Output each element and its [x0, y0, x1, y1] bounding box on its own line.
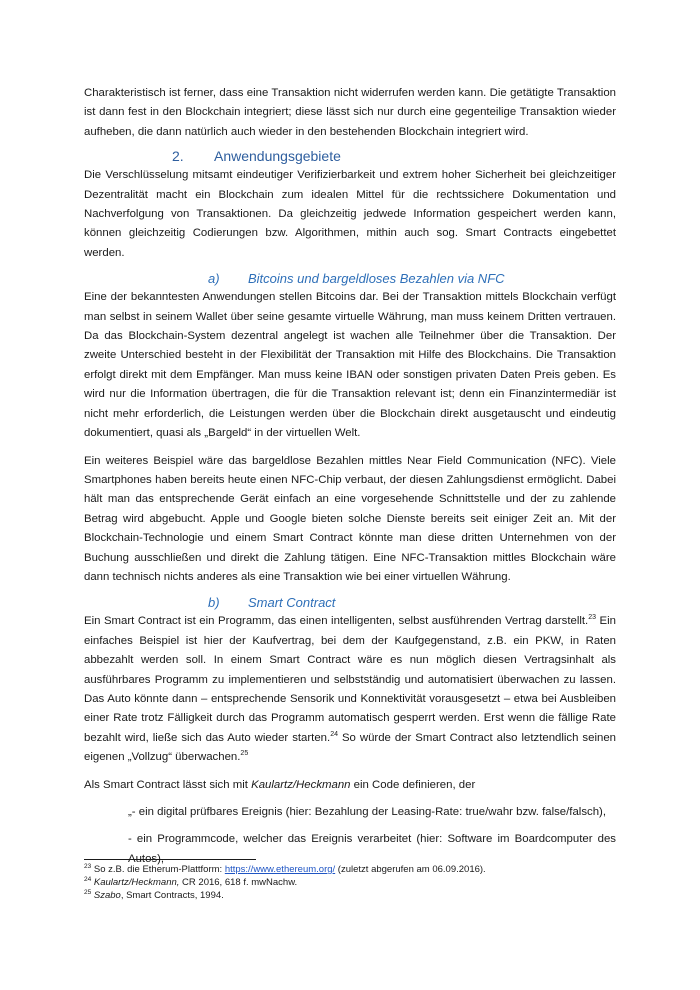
subsection-number-a: a) — [208, 271, 220, 287]
paragraph-smart-contract — [84, 612, 616, 767]
text-run: Als Smart Contract lässt sich mit — [84, 778, 252, 791]
footnote-ref-24[interactable]: 24 — [330, 730, 338, 738]
subsection-heading-smart-contract — [84, 594, 616, 612]
footnote-separator — [84, 859, 256, 860]
footnote-text: , Smart Contracts, 1994. — [120, 890, 224, 902]
footnote-text: (zuletzt abgerufen am 06.09.2016). — [335, 864, 486, 875]
section-heading-anwendungsgebiete — [84, 146, 616, 166]
paragraph-nfc: Ein weiteres Beispiel wäre das bargeldlose Bezahlen mittles Near Field Communication (NFC). Viele Smartphones haben bereits heute einen NFC-Chip verbaut, der diesen Zahlungsdienst ermöglicht. Dabei hält man das entsprechende Gerät einfach an eine vorgesehende Schnittstelle und der zu zahlende Betrag wird abgebucht. Apple und Google bieten solche Dienste bereits seit einiger Zeit an. Mit der Blockchain-Technologie und einem Smart Contract könnte man diese dritten Unternehmen von der Buchung ausschließen und direkt die Zahlung tätigen. Eine NFC-Transaktion mittles Blockchain wäre dann technisch nichts anderes als eine Transaktion wie bei einer virtuellen Währung. — [84, 454, 616, 583]
footnote-link[interactable]: https://www.ethereum.org/ — [224, 864, 336, 875]
sentence: Ein Smart Contract ist ein Programm, das einen intelligenten, selbst ausführenden Vertrag darstellt. — [84, 615, 589, 628]
text-run: ein Code definieren, der — [350, 778, 476, 791]
section-number: 2. — [172, 148, 184, 165]
footnote-author: Kaulartz/Heckmann, — [93, 877, 180, 889]
paragraph-code-definition — [84, 776, 616, 795]
footnote-ref-25[interactable]: 25 — [240, 750, 249, 758]
paragraph-intro: Charakteristisch ist ferner, dass eine Transaktion nicht widerrufen werden kann. Die getätigte Transaktion ist dann fest in den Blockchain integriert; diese lässt sich nur durch eine gegenteilige Transaktion wieder aufheben, die dann natürlich auch wieder in den bestehenden Blockchain integriert wird. — [84, 87, 616, 138]
footnote-author: Szabo — [93, 890, 121, 902]
paragraph-section2: Die Verschlüsselung mitsamt eindeutiger Verifizierbarkeit und extrem hoher Sicherheit bei gleichzeitiger Dezentralität macht ein Blockchain zum idealen Mittel für die rechtssichere Dokumentation und Nachverfolgung von Transaktionen. Da gleichzeitig jedwede Information gespeichert werden kann, können gleichzeitig Codierungen bzw. Algorithmen, mithin auch sog. Smart Contracts eingebettet werden. — [84, 169, 616, 259]
footnote-text: CR 2016, 618 f. mwNachw. — [179, 877, 298, 889]
footnote-ref-23[interactable]: 23 — [588, 614, 597, 622]
footnote-23 — [84, 863, 616, 876]
footnote-text: So z.B. die Etherum-Plattform: — [93, 864, 225, 875]
subsection-heading-bitcoins — [84, 270, 616, 288]
subsection-title-b: Smart Contract — [248, 595, 336, 611]
footnote-25 — [84, 889, 616, 902]
sentence: So würde der Smart Contract also letztendlich seinen eigenen „Vollzug“ überwachen. — [84, 731, 616, 764]
subsection-title-a: Bitcoins und bargeldloses Bezahlen via NFC — [248, 271, 505, 287]
quote-item-event: „- ein digital prüfbares Ereignis (hier: Bezahlung der Leasing-Rate: true/wahr bzw. false/falsch), — [128, 806, 607, 818]
author-citation: Kaulartz/Heckmann — [251, 778, 351, 791]
footnote-24 — [84, 876, 616, 889]
footnote-number: 25 — [84, 889, 92, 897]
footnotes — [84, 859, 616, 903]
section-title: Anwendungsgebiete — [214, 148, 341, 165]
subsection-number-b: b) — [208, 595, 220, 611]
footnote-number: 24 — [84, 876, 92, 884]
paragraph-bitcoins: Eine der bekanntesten Anwendungen stellen Bitcoins dar. Bei der Transaktion mittels Blockchain verfügt man selbst in seinem Wallet über seine gesamte virtuelle Währung, man muss keinem Dritten vertrauen. Da das Blockchain-System dezentral angelegt ist wachen alle Teilnehmer über die Transaktion. Der zweite Unterschied besteht in der Flexibilität der Transaktion mit Hilfe des Blockchains. Die Transaktion erfolgt direkt mit dem Empfänger. Man muss keine IBAN oder sonstigen privaten Daten Preis geben. Es wird nur die Information übertragen, die für die Transaktion relevant ist; denn ein Finanzintermediär ist nicht mehr erforderlich, die Leistungen werden über die Blockchain direkt ausgetauscht und eindeutig dokumentiert, quasi als „Bargeld“ in der virtuellen Welt. — [84, 291, 616, 440]
sentence: Ein einfaches Beispiel ist hier der Kaufvertrag, bei dem der Kaufgegenstand, z.B. ein PKW, in Raten abbezahlt werden soll. In einem Smart Contract wäre es nun möglich diesen Vertragsinhalt als ausführbares Programm zu implementieren und selbstständig und automatisiert überwachen zu lassen. Das Auto könnte dann – entsprechende Sensorik und Konnektivität vorausgesetzt – etwa bei Ausbleiben einer Rate trotz Fälligkeit durch das Programm automatisch gesperrt werden. Erst wenn die fällige Rate bezahlt wird, ließe sich das Auto wieder starten. — [84, 615, 617, 744]
footnote-number: 23 — [84, 863, 92, 870]
quote-item-program: - ein Programmcode, welcher das Ereignis verarbeitet (hier: Software im Boardcomputer des Autos), — [128, 833, 616, 865]
